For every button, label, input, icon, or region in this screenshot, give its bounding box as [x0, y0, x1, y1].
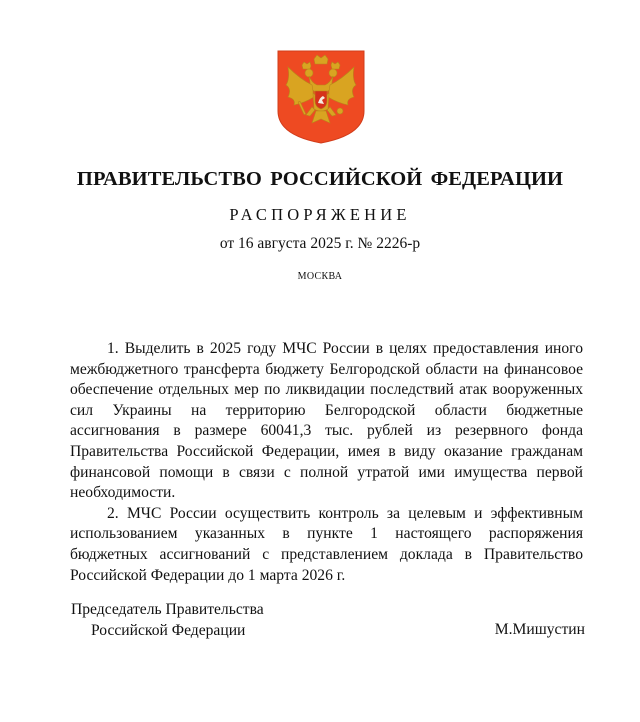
signatory-title-line-1: Председатель Правительства	[71, 601, 264, 618]
document-body	[70, 339, 583, 586]
paragraph-2: 2. МЧС России осуществить контроль за целевым и эффективным использованием указанных в пункте 1 настоящего распоряжения бюджетных ассигнований с представлением доклада в Правительство Российской Федерации до 1 марта 2026 г.	[70, 504, 583, 584]
russian-coat-of-arms-icon	[276, 49, 366, 145]
paragraph-1: 1. Выделить в 2025 году МЧС России в целях предоставления иного межбюджетного трансферта бюджету Белгородской области на финансовое обеспечение отдельных мер по ликвидации последствий атак вооруженных сил Украины на территорию Белгородской области бюджетные ассигнования в размере 60041,3 тыс. рублей из резервного фонда Правительства Российской Федерации, имея в виду оказание гражданам финансовой помощи в связи с полной утратой ими имущества первой необходимости.	[70, 340, 583, 502]
government-title: ПРАВИТЕЛЬСТВО РОССИЙСКОЙ ФЕДЕРАЦИИ	[76, 168, 564, 190]
city: МОСКВА	[297, 271, 343, 282]
signatory-title-line-2: Российской Федерации	[91, 621, 246, 639]
date-number: от 16 августа 2025 г. № 2226-р	[219, 235, 421, 252]
signatory-title	[71, 600, 264, 641]
signatory-name: М.Мишустин	[494, 621, 585, 638]
document-type: РАСПОРЯЖЕНИЕ	[229, 205, 411, 224]
